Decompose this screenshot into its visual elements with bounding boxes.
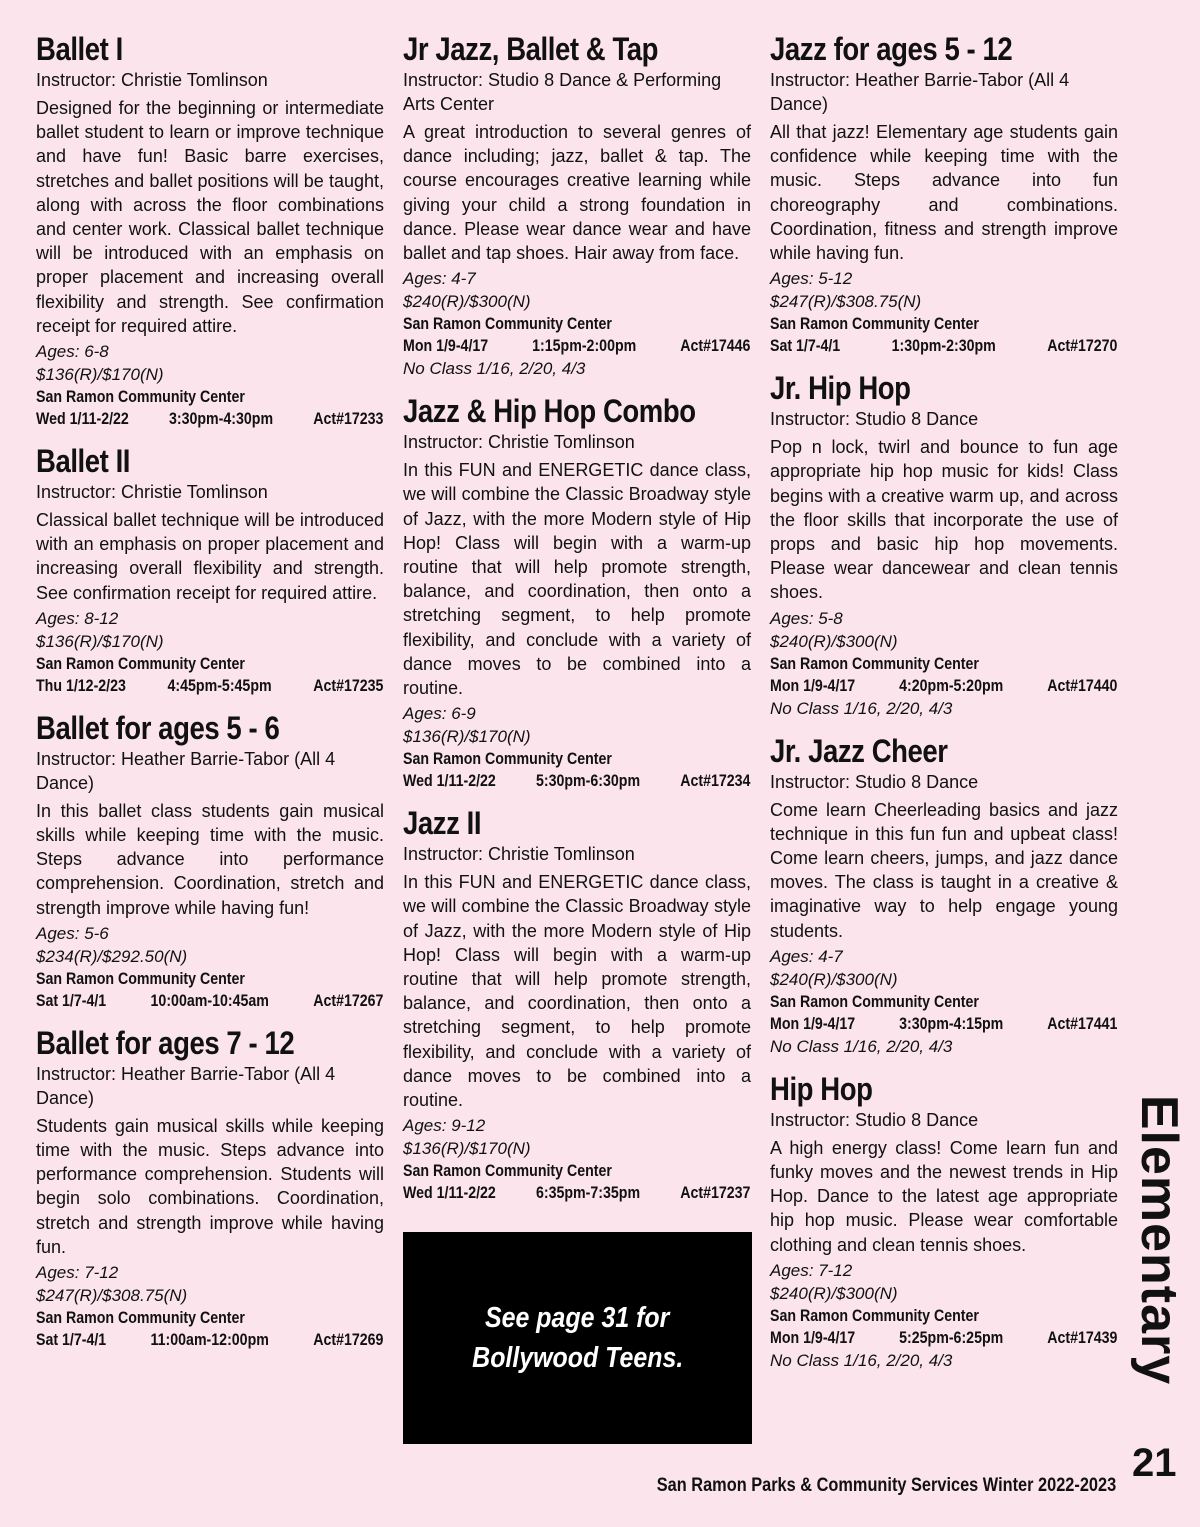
course-time: 11:00am-12:00pm <box>150 1331 269 1350</box>
course-no-class: No Class 1/16, 2/20, 4/3 <box>770 1350 953 1370</box>
course-description: A great introduction to several genres of dance including; jazz, ballet & tap. The course encourages creative learning while giving your child a strong foundation in dance. Please wear dance wear and have ballet and tap shoes. Hair away from face. <box>403 122 751 264</box>
course-activity-number: Act#17267 <box>313 991 384 1010</box>
course-instructor: Instructor: Studio 8 Dance <box>770 409 979 430</box>
course-price: $136(R)/$170(N) <box>36 631 164 651</box>
course-instructor: Instructor: Christie Tomlinson <box>403 844 635 865</box>
course-ages: Ages: 9-12 <box>403 1116 486 1136</box>
course-description: Students gain musical skills while keeping time with the music. Steps advance into performance comprehension. Students will begin solo combinations. Coordination, stretch and strength improve while having fun. <box>36 1115 384 1257</box>
column-middle <box>403 30 751 1216</box>
footer: San Ramon Parks & Community Services Winter 2022-2023 <box>656 1475 1116 1496</box>
course-no-class: No Class 1/16, 2/20, 4/3 <box>770 698 953 718</box>
course-ages: Ages: 5-12 <box>770 269 853 289</box>
course-description: In this ballet class students gain musical skills while keeping time with the music. Steps advance into performance comprehension. Coordination, stretch and strength improve while having fun! <box>36 800 384 918</box>
course-schedule <box>403 335 750 357</box>
course-location: San Ramon Community Center <box>403 315 612 334</box>
course-price: $136(R)/$170(N) <box>403 1139 531 1159</box>
course-schedule <box>403 770 750 792</box>
course-schedule <box>770 675 1117 697</box>
course-block <box>770 30 1118 357</box>
course-price: $136(R)/$170(N) <box>36 365 164 385</box>
course-dates: Mon 1/9-4/17 <box>770 1328 856 1347</box>
course-block <box>770 1070 1118 1372</box>
course-location: San Ramon Community Center <box>36 1309 245 1328</box>
course-price: $240(R)/$300(N) <box>770 631 898 651</box>
column-left <box>36 30 384 1363</box>
course-location: San Ramon Community Center <box>770 654 979 673</box>
course-ages: Ages: 4-7 <box>403 269 476 289</box>
course-instructor: Instructor: Christie Tomlinson <box>36 70 268 90</box>
section-tab-label: Elementary <box>1130 1094 1188 1386</box>
course-time: 1:15pm-2:00pm <box>532 337 637 356</box>
course-schedule <box>36 408 383 430</box>
course-ages: Ages: 7-12 <box>770 1260 853 1280</box>
course-title: Ballet I <box>36 31 123 67</box>
course-schedule <box>770 335 1117 357</box>
course-instructor: Instructor: Heather Barrie-Tabor (All 4 Dance) <box>36 1063 336 1108</box>
course-ages: Ages: 5-8 <box>770 608 843 628</box>
course-ages: Ages: 6-9 <box>403 704 476 724</box>
course-activity-number: Act#17441 <box>1047 1014 1118 1033</box>
course-block <box>36 442 384 697</box>
course-description: In this FUN and ENERGETIC dance class, we will combine the Classic Broadway style of Jazz, with the more Modern style of Hip Hop! Class will begin with a warm-up routine that will help promote strength, balance, and coordination, then onto a stretching segment, to help promote flexibility, and conclude with a variety of dance moves to be combined into a routine. <box>403 872 751 1111</box>
course-time: 4:45pm-5:45pm <box>167 676 272 695</box>
course-dates: Mon 1/9-4/17 <box>403 337 489 356</box>
course-activity-number: Act#17234 <box>680 772 751 791</box>
course-activity-number: Act#17235 <box>313 676 384 695</box>
course-location: San Ramon Community Center <box>770 315 979 334</box>
course-location: San Ramon Community Center <box>403 1162 612 1181</box>
course-title: Jazz & Hip Hop Combo <box>403 393 696 430</box>
course-ages: Ages: 6-8 <box>36 342 109 362</box>
course-time: 10:00am-10:45am <box>150 991 269 1010</box>
course-description: Pop n lock, twirl and bounce to fun age appropriate hip hop music for kids! Class begins with a creative warm up, and across the floor skills that incorporate the use of props and basic hip hop movements. Please wear dancewear and clean tennis shoes. <box>770 437 1118 603</box>
course-activity-number: Act#17439 <box>1047 1328 1118 1347</box>
course-location: San Ramon Community Center <box>36 654 245 673</box>
course-time: 1:30pm-2:30pm <box>891 337 996 356</box>
course-schedule <box>770 1327 1117 1349</box>
course-activity-number: Act#17270 <box>1047 337 1118 356</box>
course-block <box>770 732 1118 1058</box>
course-description: A high energy class! Come learn fun and funky moves and the newest trends in Hip Hop. Dance to the latest age appropriate hip hop music. Please wear comfortable clothing and clean tennis shoes. <box>770 1137 1118 1255</box>
course-activity-number: Act#17237 <box>680 1184 751 1203</box>
course-schedule <box>403 1182 750 1204</box>
section-tab <box>1126 1094 1192 1386</box>
course-block <box>770 369 1118 719</box>
course-description: All that jazz! Elementary age students gain confidence while keeping time with the music. Steps advance into fun choreography and combinations. Coordination, fitness and strength improve while having fun. <box>770 122 1118 264</box>
course-schedule <box>36 990 383 1012</box>
course-title: Ballet for ages 5 - 6 <box>36 709 280 746</box>
course-description: Classical ballet technique will be introduced with an emphasis on proper placement and increasing overall flexibility and strength. See confirmation receipt for required attire. <box>36 510 384 603</box>
course-location: San Ramon Community Center <box>770 1306 979 1325</box>
promo-box <box>403 1232 752 1444</box>
course-price: $247(R)/$308.75(N) <box>36 1286 188 1306</box>
course-no-class: No Class 1/16, 2/20, 4/3 <box>770 1036 953 1056</box>
course-activity-number: Act#17233 <box>313 410 384 429</box>
course-ages: Ages: 4-7 <box>770 946 843 966</box>
course-dates: Wed 1/11-2/22 <box>403 1184 496 1203</box>
course-price: $234(R)/$292.50(N) <box>36 946 188 966</box>
course-schedule <box>770 1013 1117 1035</box>
course-dates: Mon 1/9-4/17 <box>770 1014 856 1033</box>
course-location: San Ramon Community Center <box>403 750 612 769</box>
course-dates: Wed 1/11-2/22 <box>403 772 496 791</box>
course-instructor: Instructor: Christie Tomlinson <box>36 482 268 503</box>
course-instructor: Instructor: Christie Tomlinson <box>403 432 635 453</box>
course-description: In this FUN and ENERGETIC dance class, we will combine the Classic Broadway style of Jazz, with the more Modern style of Hip Hop! Class will begin with a warm-up routine that will help promote strength, balance, and coordination, then onto a stretching segment, to help promote flexibility, and conclude with a variety of dance moves to be combined into a routine. <box>403 460 751 699</box>
course-title: Jazz II <box>403 805 482 842</box>
course-instructor: Instructor: Studio 8 Dance <box>770 771 979 792</box>
course-block <box>36 709 384 1012</box>
course-dates: Thu 1/12-2/23 <box>36 676 126 695</box>
course-activity-number: Act#17440 <box>1047 676 1118 695</box>
course-block <box>403 804 751 1204</box>
course-time: 4:20pm-5:20pm <box>899 676 1004 695</box>
page-number: 21 <box>1132 1441 1177 1485</box>
promo-line-1: See page 31 for <box>485 1302 670 1334</box>
course-title: Jr. Jazz Cheer <box>770 732 948 769</box>
course-block <box>36 1024 384 1351</box>
course-no-class: No Class 1/16, 2/20, 4/3 <box>403 359 586 379</box>
course-price: $240(R)/$300(N) <box>770 969 898 989</box>
course-dates: Wed 1/11-2/22 <box>36 410 129 429</box>
course-title: Ballet II <box>36 443 131 480</box>
course-dates: Mon 1/9-4/17 <box>770 676 856 695</box>
course-time: 3:30pm-4:15pm <box>899 1014 1004 1033</box>
course-title: Ballet for ages 7 - 12 <box>36 1024 295 1061</box>
course-time: 5:25pm-6:25pm <box>899 1328 1004 1347</box>
course-price: $136(R)/$170(N) <box>403 727 531 747</box>
course-title: Jr. Hip Hop <box>770 370 911 407</box>
course-title: Jr Jazz, Ballet & Tap <box>403 31 659 67</box>
course-dates: Sat 1/7-4/1 <box>36 991 107 1010</box>
course-description: Designed for the beginning or intermediate ballet student to learn or improve technique and have fun! Basic barre exercises, stretches and ballet positions will be taught, along with across the floor combinations and center work. Classical ballet technique will be introduced with an emphasis on proper placement and increasing overall flexibility and strength. See confirmation receipt for required attire. <box>36 98 384 336</box>
course-time: 6:35pm-7:35pm <box>535 1184 641 1203</box>
course-activity-number: Act#17446 <box>680 337 751 356</box>
promo-line-2: Bollywood Teens. <box>471 1342 684 1374</box>
course-activity-number: Act#17269 <box>313 1331 384 1350</box>
course-location: San Ramon Community Center <box>36 969 245 988</box>
course-schedule <box>36 675 383 697</box>
course-description: Come learn Cheerleading basics and jazz technique in this fun fun and upbeat class! Come learn cheers, jumps, and jazz dance moves. The class is taught in a creative & imaginative way to help engage young students. <box>770 799 1118 941</box>
course-block <box>403 30 751 380</box>
course-location: San Ramon Community Center <box>770 992 979 1011</box>
course-ages: Ages: 8-12 <box>36 608 119 628</box>
course-instructor: Instructor: Heather Barrie-Tabor (All 4 Dance) <box>36 748 336 793</box>
course-instructor: Instructor: Heather Barrie-Tabor (All 4 Dance) <box>770 70 1070 114</box>
course-time: 3:30pm-4:30pm <box>168 410 274 429</box>
course-title: Jazz for ages 5 - 12 <box>770 31 1013 67</box>
course-ages: Ages: 7-12 <box>36 1263 119 1283</box>
course-price: $247(R)/$308.75(N) <box>770 292 922 312</box>
course-location: San Ramon Community Center <box>36 388 245 407</box>
course-instructor: Instructor: Studio 8 Dance <box>770 1109 979 1130</box>
course-price: $240(R)/$300(N) <box>770 1283 898 1303</box>
course-schedule <box>36 1329 383 1351</box>
course-instructor: Instructor: Studio 8 Dance & Performing Arts Center <box>403 70 722 114</box>
course-ages: Ages: 5-6 <box>36 923 109 943</box>
course-title: Hip Hop <box>770 1070 873 1107</box>
course-block <box>36 30 384 430</box>
column-right <box>770 30 1118 1384</box>
course-price: $240(R)/$300(N) <box>403 292 531 312</box>
course-dates: Sat 1/7-4/1 <box>36 1331 107 1350</box>
course-block <box>403 392 751 792</box>
course-dates: Sat 1/7-4/1 <box>770 337 841 356</box>
course-time: 5:30pm-6:30pm <box>535 772 641 791</box>
